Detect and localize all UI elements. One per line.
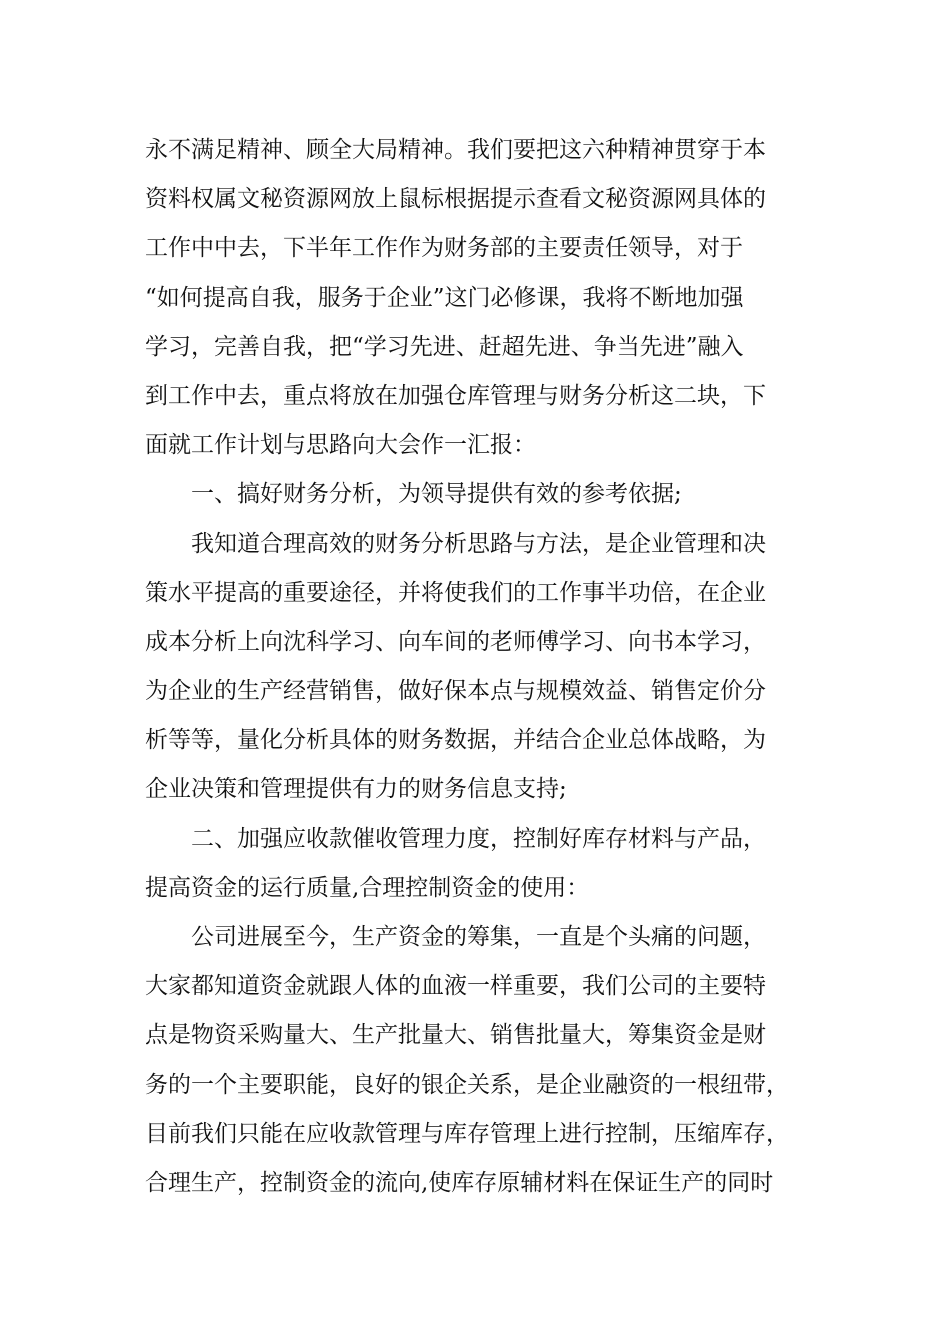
text-line: 成本分析上向沈科学习、向车间的老师傅学习、向书本学习， <box>145 628 766 655</box>
text-line: 我知道合理高效的财务分析思路与方法，是企业管理和决 <box>191 530 766 557</box>
text-line: 析等等，量化分析具体的财务数据，并结合企业总体战略，为 <box>145 727 766 754</box>
text-line: 到工作中去，重点将放在加强仓库管理与财务分析这二块，下 <box>145 382 766 409</box>
text-line: 公司进展至今，生产资金的筹集，一直是个头痛的问题， <box>191 924 766 950</box>
text-line: 务的一个主要职能，良好的银企关系，是企业融资的一根纽带， <box>145 1071 789 1098</box>
text-line: 永不满足精神、顾全大局精神。我们要把这六种精神贯穿于本 <box>145 137 766 163</box>
text-line: 大家都知道资金就跟人体的血液一样重要，我们公司的主要特 <box>145 973 766 1000</box>
text-line: 企业决策和管理提供有力的财务信息支持; <box>145 776 567 803</box>
text-line: 策水平提高的重要途径，并将使我们的工作事半功倍，在企业 <box>145 579 766 606</box>
text-line: 为企业的生产经营销售，做好保本点与规模效益、销售定价分 <box>145 678 766 705</box>
text-line: 二、加强应收款催收管理力度，控制好库存材料与产品， <box>191 825 766 852</box>
text-line: 目前我们只能在应收款管理与库存管理上进行控制，压缩库存， <box>145 1120 789 1147</box>
text-line: 面就工作计划与思路向大会作一汇报： <box>145 432 536 459</box>
text-line: 工作中中去，下半年工作作为财务部的主要责任领导，对于 <box>145 235 743 262</box>
text-line: 资料权属文秘资源网放上鼠标根据提示查看文秘资源网具体的 <box>145 186 766 213</box>
text-line: “如何提高自我，服务于企业”这门必修课，我将不断地加强 <box>145 284 744 311</box>
text-line: 合理生产，控制资金的流向,使库存原辅材料在保证生产的同时 <box>145 1169 774 1196</box>
body-text <box>145 126 825 1208</box>
text-line: 点是物资采购量大、生产批量大、销售批量大，筹集资金是财 <box>145 1022 766 1049</box>
text-line: 一、搞好财务分析，为领导提供有效的参考依据; <box>191 481 682 508</box>
text-line: 提高资金的运行质量,合理控制资金的使用： <box>145 874 590 901</box>
text-line: 学习，完善自我，把“学习先进、赶超先进、争当先进”融入 <box>145 333 744 360</box>
